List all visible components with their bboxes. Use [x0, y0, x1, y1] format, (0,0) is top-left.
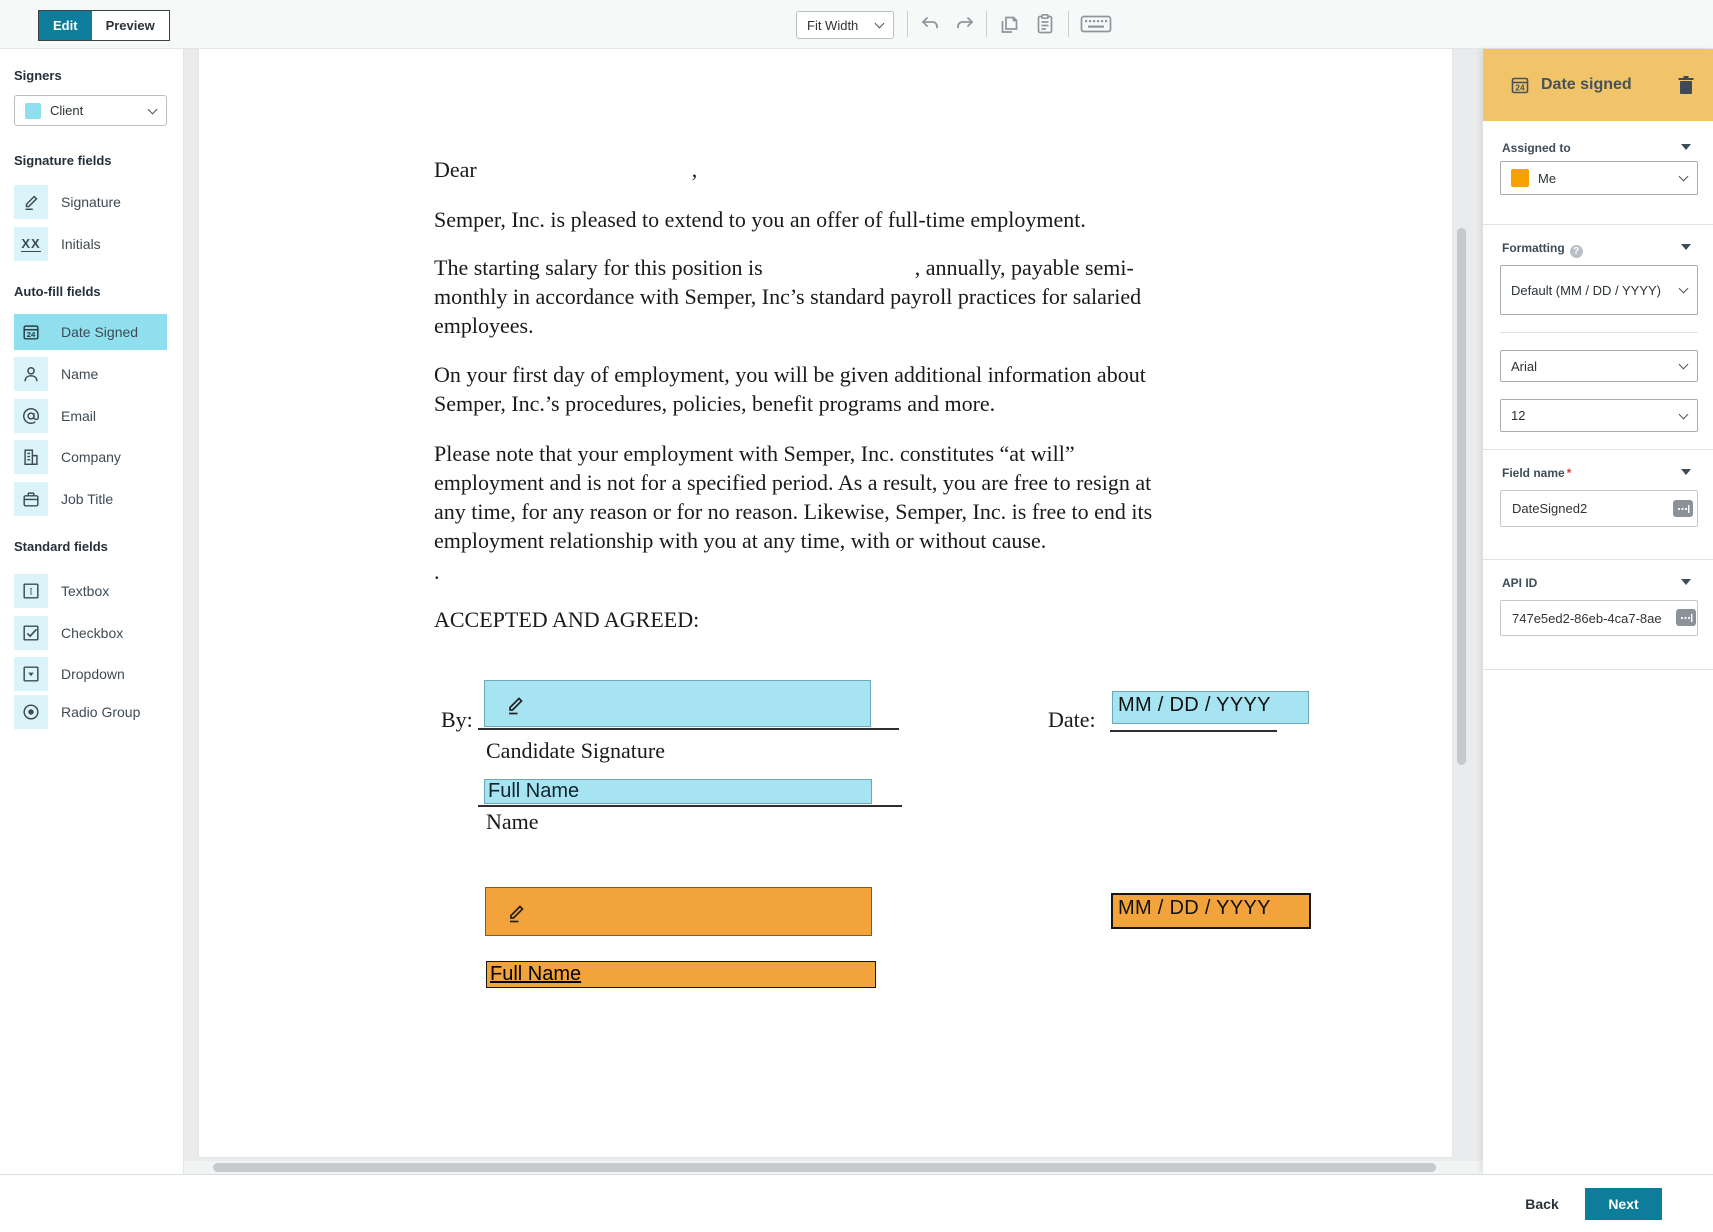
candidate-signature-caption: Candidate Signature [486, 738, 666, 763]
pencil-icon [14, 185, 48, 219]
mode-toggle [38, 10, 170, 41]
paragraph-salary-line3: employees. [434, 313, 534, 338]
insert-data-icon[interactable] [1676, 609, 1696, 626]
salutation-text: Dear [434, 157, 477, 182]
font-family-select[interactable] [1500, 350, 1698, 382]
chevron-down-icon [1679, 360, 1689, 370]
paste-icon [1035, 13, 1055, 35]
calendar-icon [14, 315, 48, 349]
signature-fields-heading: Signature fields [14, 153, 112, 168]
preview-mode-button[interactable]: Preview [92, 11, 169, 40]
signer-select-value: Client [50, 103, 84, 118]
pencil-icon [503, 693, 527, 717]
calendar-icon [1509, 74, 1531, 96]
paragraph-offer: Semper, Inc. is pleased to extend to you an offer of full-time employment. [434, 207, 1086, 232]
sidebar-item-label: Email [61, 408, 97, 424]
keyboard-shortcuts-button[interactable] [1078, 11, 1114, 37]
signature-line [478, 728, 899, 730]
svg-text:24: 24 [1515, 82, 1525, 93]
name-caption: Name [486, 809, 539, 834]
chevron-down-icon [1679, 409, 1689, 419]
formatting-label-text: Formatting [1502, 241, 1565, 255]
sidebar-item-label: Job Title [61, 491, 114, 507]
full-name-field-me[interactable]: Full Name [486, 961, 876, 988]
paragraph-atwill-line2: employment and is not for a specified period. As a result, you are free to resign at [434, 470, 1152, 495]
signature-field-client[interactable] [484, 680, 871, 727]
paragraph-salary-line2: monthly in accordance with Semper, Inc’s standard payroll practices for salaried [434, 284, 1142, 309]
sidebar-item-label: Checkbox [61, 625, 124, 641]
signer-select[interactable] [14, 95, 167, 126]
date-label: Date: [1048, 707, 1096, 732]
sidebar-item-label: Dropdown [61, 666, 125, 682]
date-signed-field-client[interactable]: MM / DD / YYYY [1112, 691, 1309, 724]
keyboard-icon [1080, 13, 1112, 35]
zoom-level-value: Fit Width [807, 17, 859, 33]
salutation-line [434, 157, 697, 183]
collapse-caret[interactable] [1681, 244, 1691, 250]
standard-fields-heading: Standard fields [14, 539, 108, 554]
initials-glyph: XX [21, 235, 41, 251]
name-line [478, 805, 902, 807]
assigned-to-label: Assigned to [1502, 141, 1571, 155]
salary-pre-text: The starting salary for this position is [434, 255, 763, 280]
paste-button[interactable] [1030, 11, 1060, 37]
sidebar-item-label: Signature [61, 194, 121, 210]
sidebar-item-signature[interactable] [14, 184, 167, 220]
horizontal-scrollbar-track [184, 1161, 1483, 1174]
checkbox-icon [14, 616, 48, 650]
signature-field-me[interactable] [485, 887, 872, 936]
document-canvas [184, 49, 1483, 1174]
vertical-scrollbar[interactable] [1457, 228, 1466, 765]
redo-icon [954, 15, 976, 33]
document-page [198, 49, 1453, 1158]
collapse-caret[interactable] [1681, 469, 1691, 475]
person-icon [14, 357, 48, 391]
paragraph-salary-line1 [434, 255, 1134, 281]
required-asterisk: * [1566, 466, 1572, 480]
sidebar-item-textbox[interactable] [14, 573, 167, 609]
briefcase-icon [14, 482, 48, 516]
field-name-label [1502, 466, 1571, 480]
toolbar-divider [986, 11, 987, 37]
panel-header [1483, 49, 1713, 121]
panel-divider [1483, 224, 1713, 225]
sidebar-item-date-signed[interactable] [14, 314, 167, 350]
field-properties-panel [1483, 49, 1713, 1174]
radio-icon [14, 695, 48, 729]
sidebar-item-name[interactable] [14, 356, 167, 392]
collapse-caret[interactable] [1681, 579, 1691, 585]
panel-title: Date signed [1541, 76, 1632, 93]
field-name-label-text: Field name [1502, 466, 1565, 480]
autofill-fields-heading: Auto-fill fields [14, 284, 101, 299]
panel-divider [1483, 669, 1713, 670]
date-signed-field-me-selected[interactable]: MM / DD / YYYY [1111, 893, 1311, 929]
toolbar-divider [1068, 11, 1069, 37]
assigned-to-select[interactable] [1500, 161, 1698, 195]
zoom-level-select[interactable] [796, 11, 894, 39]
api-id-label: API ID [1502, 576, 1538, 590]
font-size-value: 12 [1511, 408, 1526, 423]
building-icon [14, 440, 48, 474]
salutation-comma: , [691, 157, 698, 182]
assignee-color-swatch [1511, 169, 1529, 187]
sidebar-item-job-title[interactable] [14, 481, 167, 517]
signer-color-swatch [25, 103, 41, 119]
paragraph-atwill-line1: Please note that your employment with Semper, Inc. constitutes “at will” [434, 441, 1075, 466]
back-button[interactable]: Back [1517, 1188, 1567, 1220]
edit-mode-button[interactable]: Edit [39, 11, 92, 40]
horizontal-scrollbar[interactable] [213, 1163, 1436, 1172]
sidebar-item-email[interactable] [14, 398, 167, 434]
font-family-value: Arial [1511, 358, 1538, 374]
sidebar-item-label: Name [61, 366, 99, 382]
sidebar-item-checkbox[interactable] [14, 615, 167, 651]
date-format-value: Default (MM / DD / YYYY) [1511, 282, 1662, 298]
redo-button[interactable] [950, 11, 980, 37]
undo-button[interactable] [915, 11, 945, 37]
stray-period: . [434, 559, 440, 584]
font-size-select[interactable] [1500, 399, 1698, 432]
sidebar-item-label: Radio Group [61, 704, 141, 720]
chevron-down-icon [1679, 172, 1689, 182]
dropdown-icon [14, 657, 48, 691]
chevron-down-icon [1679, 284, 1689, 294]
sidebar-item-initials[interactable] [14, 226, 167, 262]
chevron-down-icon [875, 19, 885, 29]
panel-divider [1483, 559, 1713, 560]
date-line [1110, 730, 1277, 732]
chevron-down-icon [148, 104, 158, 114]
by-label: By: [441, 707, 473, 732]
toolbar-divider [907, 11, 908, 37]
svg-text:I: I [29, 586, 33, 597]
sidebar-item-dropdown[interactable] [14, 656, 167, 692]
panel-divider [1500, 332, 1698, 333]
copy-icon [998, 13, 1020, 35]
undo-icon [919, 15, 941, 33]
fields-sidebar [0, 49, 184, 1174]
paragraph-firstday-line1: On your first day of employment, you will be given additional information about [434, 362, 1146, 387]
trash-icon[interactable] [1677, 75, 1695, 95]
sidebar-item-radio-group[interactable] [14, 694, 167, 730]
paragraph-firstday-line2: Semper, Inc.’s procedures, policies, benefit programs and more. [434, 391, 996, 416]
sidebar-item-label: Textbox [61, 583, 110, 599]
paragraph-atwill-line3: any time, for any reason or for no reason. Likewise, Semper, Inc. is free to end its [434, 499, 1153, 524]
paragraph-atwill-line4: employment relationship with you at any time, with or without cause. [434, 528, 1047, 553]
insert-data-icon[interactable] [1673, 500, 1693, 517]
top-toolbar [0, 0, 1713, 49]
next-button[interactable]: Next [1585, 1188, 1662, 1220]
salary-post-text: , annually, payable semi- [914, 255, 1134, 280]
at-sign-icon [14, 399, 48, 433]
accepted-heading: ACCEPTED AND AGREED: [434, 607, 700, 632]
footer-bar [0, 1174, 1713, 1232]
sidebar-item-company[interactable] [14, 439, 167, 475]
textbox-icon [14, 574, 48, 608]
pencil-icon [504, 901, 528, 925]
help-icon[interactable]: ? [1570, 245, 1583, 258]
sidebar-item-label: Initials [61, 236, 101, 252]
svg-text:24: 24 [26, 330, 36, 339]
panel-divider [1483, 449, 1713, 450]
sidebar-item-label: Company [61, 449, 121, 465]
initials-icon [14, 227, 48, 261]
api-id-input[interactable] [1500, 600, 1698, 636]
assigned-to-value: Me [1538, 170, 1557, 186]
sidebar-item-label: Date Signed [61, 324, 139, 340]
collapse-caret[interactable] [1681, 144, 1691, 150]
full-name-field-client[interactable]: Full Name [484, 779, 872, 804]
date-format-select[interactable] [1500, 265, 1698, 315]
copy-button[interactable] [994, 11, 1024, 37]
signers-heading: Signers [14, 68, 62, 83]
formatting-label [1502, 241, 1583, 258]
field-name-input[interactable] [1500, 490, 1698, 527]
